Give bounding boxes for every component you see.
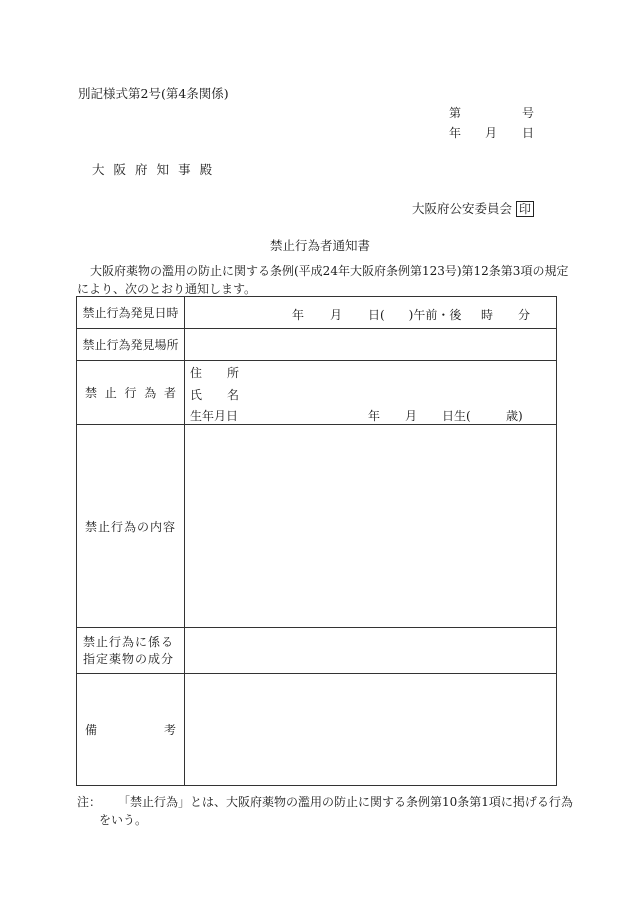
row-offender [77,361,557,425]
row-substance-components [77,628,557,674]
row-remarks [77,674,557,786]
addressee-char: 大 [92,162,105,177]
dt-year: 年 [292,308,305,322]
field-discovery-datetime[interactable] [185,297,557,329]
label-discovery-place: 禁止行為発見場所 [82,338,179,352]
birth-day: 日生( [442,409,471,423]
address-label-b: 所 [227,366,240,380]
seal-mark: 印 [516,201,534,217]
label-offender: 禁 止 行 為 者 [85,386,176,400]
date-year: 年 [449,126,462,140]
name-label-b: 名 [227,388,240,402]
dt-hour: 時 [481,308,494,322]
date-month: 月 [485,126,498,140]
field-discovery-place[interactable] [185,329,557,361]
sender [412,199,534,217]
birthdate-label: 生年月日 [190,409,239,423]
form-reference: 別記様式第2号(第4条関係) [78,86,229,101]
addressee-char: 知 [156,162,170,177]
field-offense-content[interactable] [185,425,557,628]
row-discovery-datetime [77,297,557,329]
addressee-char: 阪 [113,162,127,177]
intro-line-2: により、次のとおり通知します。 [77,282,257,296]
doc-number-dai: 第 [449,106,462,120]
address-label-a: 住 [190,366,203,380]
notification-form-table [76,296,557,786]
birth-year: 年 [368,409,381,423]
dt-month: 月 [330,308,343,322]
birth-month: 月 [405,409,418,423]
dt-minute: 分 [518,308,531,322]
note-prefix: 注： [77,795,102,809]
row-discovery-place [77,329,557,361]
doc-number-go: 号 [522,106,535,120]
age: 歳) [506,409,523,423]
field-offender [185,361,557,425]
note-line-1: 「禁止行為」とは、大阪府薬物の濫用の防止に関する条例第10条第1項に掲げる行為 [118,795,573,809]
row-offense-content [77,425,557,628]
date-day: 日 [522,126,535,140]
field-substance-components[interactable] [185,628,557,674]
field-remarks[interactable] [185,674,557,786]
sender-name: 大阪府公安委員会 [412,201,513,216]
label-discovery-datetime: 禁止行為発見日時 [82,306,179,320]
label-offense-content: 禁止行為の内容 [84,519,176,534]
name-label-a: 氏 [190,388,203,402]
addressee-char: 殿 [199,162,213,177]
label-substance-components: 禁止行為に係る 指定薬物の成分 [83,634,175,666]
addressee-char: 府 [135,162,148,177]
addressee-char: 事 [178,162,191,177]
document-title: 禁止行為者通知書 [270,238,371,253]
label-remarks: 備 考 [85,723,176,737]
dt-day-ampm: 日( )午前・後 [368,308,462,322]
addressee [92,160,212,178]
intro-line-1: 大阪府薬物の濫用の防止に関する条例(平成24年大阪府条例第123号)第12条第3項の規定 [90,264,569,278]
note-line-2: をいう。 [99,813,148,827]
